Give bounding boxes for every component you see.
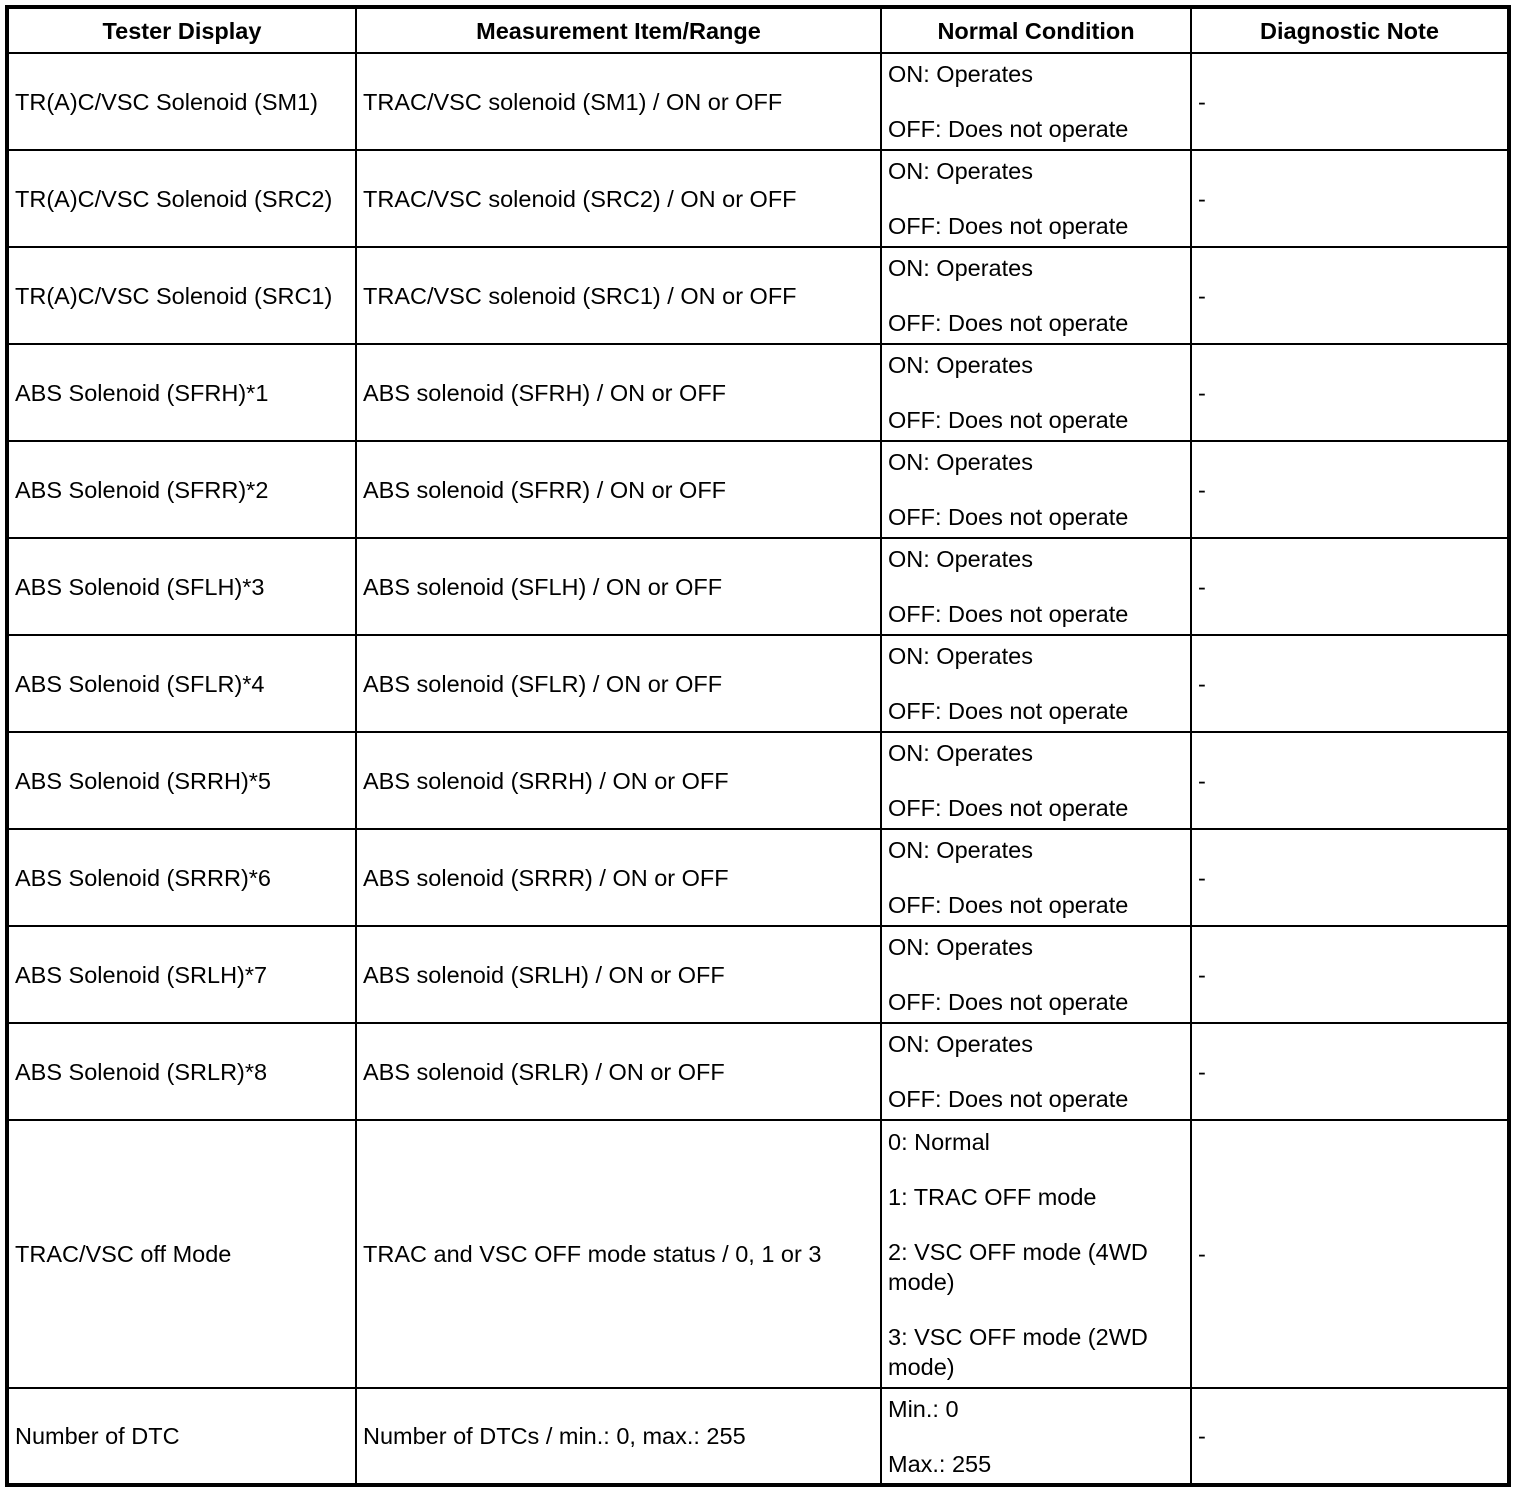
tester-display-cell: ABS Solenoid (SRLR)*8: [7, 1023, 356, 1120]
measurement-cell: ABS solenoid (SFLH) / ON or OFF: [356, 538, 881, 635]
measurement-cell: ABS solenoid (SRRR) / ON or OFF: [356, 829, 881, 926]
normal-condition-cell: [881, 1120, 1191, 1388]
tester-display-cell: TR(A)C/VSC Solenoid (SM1): [7, 53, 356, 150]
tester-display-cell: TRAC/VSC off Mode: [7, 1120, 356, 1388]
table-row: [7, 247, 1509, 344]
header-row: [7, 7, 1509, 53]
normal-condition-cell: [881, 344, 1191, 441]
data-list-table: [5, 5, 1511, 1487]
tester-display-cell: ABS Solenoid (SRRH)*5: [7, 732, 356, 829]
condition-line: ON: Operates: [888, 740, 1033, 766]
table-row: [7, 1388, 1509, 1485]
measurement-cell: TRAC/VSC solenoid (SRC1) / ON or OFF: [356, 247, 881, 344]
measurement-cell: ABS solenoid (SFRR) / ON or OFF: [356, 441, 881, 538]
measurement-cell: TRAC/VSC solenoid (SRC2) / ON or OFF: [356, 150, 881, 247]
normal-condition-cell: [881, 732, 1191, 829]
normal-condition-cell: [881, 1023, 1191, 1120]
normal-condition-cell: [881, 441, 1191, 538]
tester-display-cell: ABS Solenoid (SFRH)*1: [7, 344, 356, 441]
condition-line: OFF: Does not operate: [888, 892, 1129, 918]
normal-condition-cell: [881, 538, 1191, 635]
condition-line: OFF: Does not operate: [888, 310, 1129, 336]
condition-line: ON: Operates: [888, 643, 1033, 669]
table-row: [7, 926, 1509, 1023]
diagnostic-note-cell: -: [1191, 1388, 1509, 1485]
measurement-cell: ABS solenoid (SRLH) / ON or OFF: [356, 926, 881, 1023]
measurement-cell: ABS solenoid (SFRH) / ON or OFF: [356, 344, 881, 441]
condition-line: OFF: Does not operate: [888, 698, 1129, 724]
measurement-cell: TRAC and VSC OFF mode status / 0, 1 or 3: [356, 1120, 881, 1388]
table-row: [7, 441, 1509, 538]
measurement-cell: ABS solenoid (SRLR) / ON or OFF: [356, 1023, 881, 1120]
normal-condition-cell: [881, 53, 1191, 150]
tester-display-cell: ABS Solenoid (SFLR)*4: [7, 635, 356, 732]
table-row: [7, 635, 1509, 732]
condition-line: ON: Operates: [888, 61, 1033, 87]
condition-line: OFF: Does not operate: [888, 213, 1129, 239]
diagnostic-note-cell: -: [1191, 53, 1509, 150]
normal-condition-cell: [881, 1388, 1191, 1485]
header-normal-condition: Normal Condition: [881, 7, 1191, 53]
normal-condition-cell: [881, 635, 1191, 732]
condition-line: Max.: 255: [888, 1450, 992, 1477]
condition-line: 2: VSC OFF mode (4WD mode): [888, 1238, 1148, 1295]
table-row: [7, 732, 1509, 829]
tester-display-cell: ABS Solenoid (SRLH)*7: [7, 926, 356, 1023]
diagnostic-note-cell: -: [1191, 926, 1509, 1023]
diagnostic-note-cell: -: [1191, 635, 1509, 732]
table-row: [7, 53, 1509, 150]
diagnostic-note-cell: -: [1191, 247, 1509, 344]
table-row: [7, 1120, 1509, 1388]
measurement-cell: ABS solenoid (SFLR) / ON or OFF: [356, 635, 881, 732]
condition-line: 0: Normal: [888, 1128, 990, 1155]
header-diagnostic-note: Diagnostic Note: [1191, 7, 1509, 53]
condition-line: OFF: Does not operate: [888, 989, 1129, 1015]
normal-condition-cell: [881, 247, 1191, 344]
condition-line: ON: Operates: [888, 255, 1033, 281]
condition-line: ON: Operates: [888, 158, 1033, 184]
measurement-cell: Number of DTCs / min.: 0, max.: 255: [356, 1388, 881, 1485]
condition-line: OFF: Does not operate: [888, 601, 1129, 627]
condition-line: OFF: Does not operate: [888, 504, 1129, 530]
condition-line: ON: Operates: [888, 837, 1033, 863]
measurement-cell: ABS solenoid (SRRH) / ON or OFF: [356, 732, 881, 829]
diagnostic-note-cell: -: [1191, 344, 1509, 441]
normal-condition-cell: [881, 926, 1191, 1023]
tester-display-cell: ABS Solenoid (SFRR)*2: [7, 441, 356, 538]
tester-display-cell: TR(A)C/VSC Solenoid (SRC2): [7, 150, 356, 247]
condition-line: 1: TRAC OFF mode: [888, 1183, 1097, 1210]
diagnostic-note-cell: -: [1191, 732, 1509, 829]
table-row: [7, 344, 1509, 441]
condition-line: 3: VSC OFF mode (2WD mode): [888, 1323, 1148, 1380]
condition-line: OFF: Does not operate: [888, 795, 1129, 821]
tester-display-cell: TR(A)C/VSC Solenoid (SRC1): [7, 247, 356, 344]
header-tester-display: Tester Display: [7, 7, 356, 53]
normal-condition-cell: [881, 829, 1191, 926]
diagnostic-note-cell: -: [1191, 441, 1509, 538]
condition-line: OFF: Does not operate: [888, 1086, 1129, 1112]
table-row: [7, 150, 1509, 247]
tester-display-cell: ABS Solenoid (SFLH)*3: [7, 538, 356, 635]
condition-line: Min.: 0: [888, 1395, 959, 1422]
table-row: [7, 1023, 1509, 1120]
condition-line: ON: Operates: [888, 449, 1033, 475]
diagnostic-note-cell: -: [1191, 150, 1509, 247]
diagnostic-note-cell: -: [1191, 1023, 1509, 1120]
diagnostic-note-cell: -: [1191, 538, 1509, 635]
condition-line: OFF: Does not operate: [888, 116, 1129, 142]
diagnostic-note-cell: -: [1191, 1120, 1509, 1388]
condition-line: ON: Operates: [888, 934, 1033, 960]
condition-line: ON: Operates: [888, 546, 1033, 572]
table-row: [7, 829, 1509, 926]
condition-line: ON: Operates: [888, 352, 1033, 378]
condition-line: ON: Operates: [888, 1031, 1033, 1057]
normal-condition-cell: [881, 150, 1191, 247]
table-row: [7, 538, 1509, 635]
diagnostic-note-cell: -: [1191, 829, 1509, 926]
measurement-cell: TRAC/VSC solenoid (SM1) / ON or OFF: [356, 53, 881, 150]
tester-display-cell: Number of DTC: [7, 1388, 356, 1485]
condition-line: OFF: Does not operate: [888, 407, 1129, 433]
header-measurement: Measurement Item/Range: [356, 7, 881, 53]
tester-display-cell: ABS Solenoid (SRRR)*6: [7, 829, 356, 926]
